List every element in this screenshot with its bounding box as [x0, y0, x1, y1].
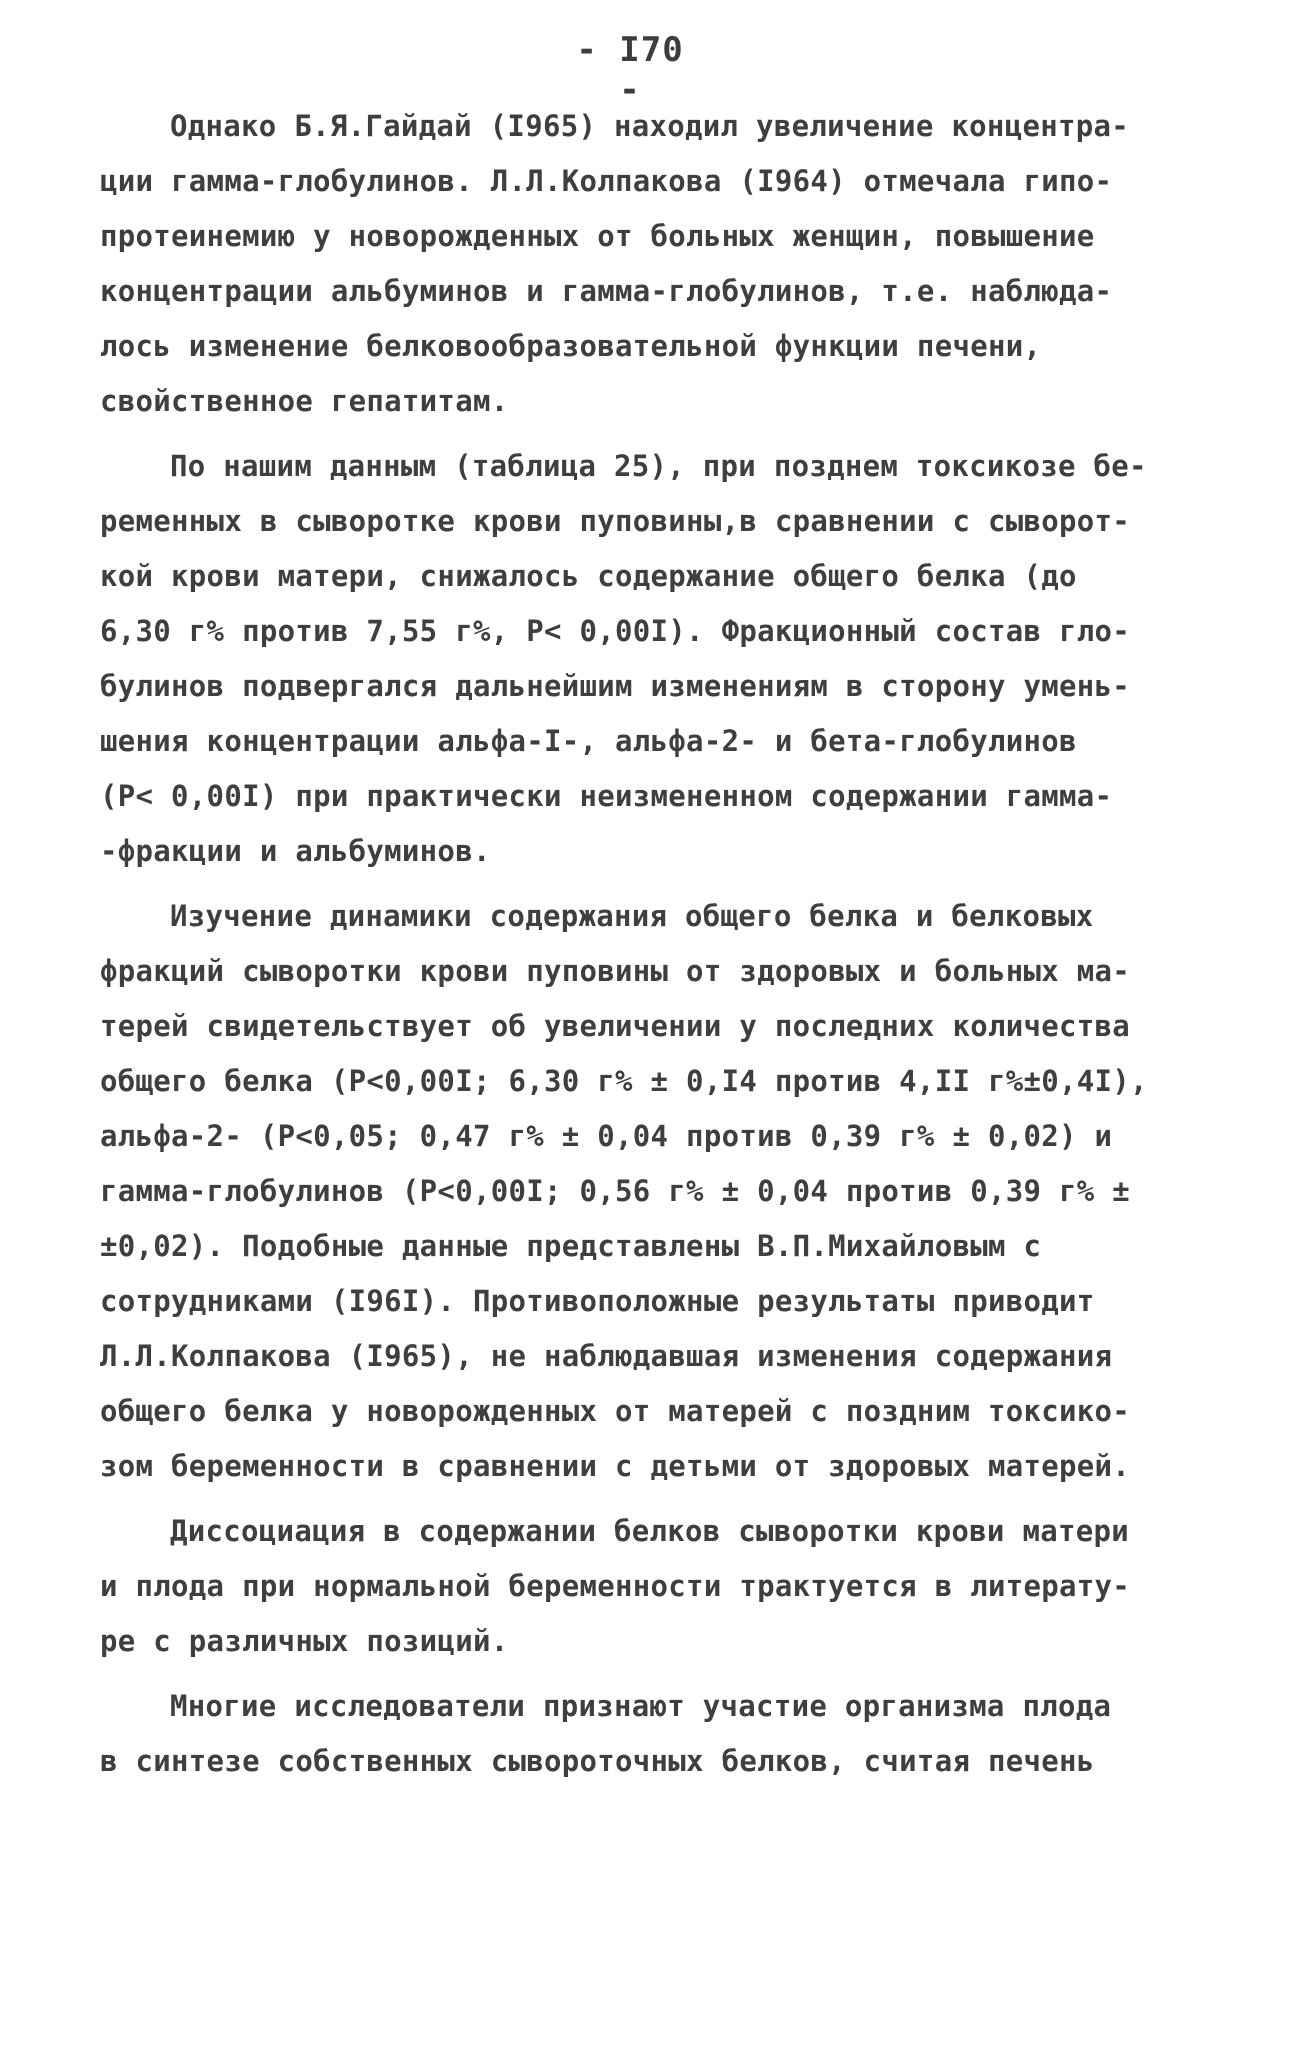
text-line: гамма-глобулинов (Р<0,00I; 0,56 г% ± 0,04 против 0,39 г% ± [100, 1174, 1131, 1208]
text-line: ±0,02). Подобные данные представлены В.П.Михайловым с [100, 1229, 1042, 1263]
text-line: протеинемию у новорожденных от больных женщин, повышение [100, 219, 1095, 253]
text-line: булинов подвергался дальнейшим изменениям в сторону умень- [100, 669, 1131, 703]
text-line: общего белка у новорожденных от матерей с поздним токсико- [100, 1394, 1131, 1428]
text-line: фракций сыворотки крови пуповины от здоровых и больных ма- [100, 954, 1131, 988]
text-line: свойственное гепатитам. [100, 384, 509, 418]
text-line: По нашим данным (таблица 25), при позднем токсикозе бе- [170, 449, 1147, 483]
text-line: ции гамма-глобулинов. Л.Л.Колпакова (I964) отмечала гипо- [100, 164, 1113, 198]
text-line: Многие исследователи признают участие организма плода [170, 1689, 1112, 1723]
text-line: Изучение динамики содержания общего белка и белковых [170, 899, 1094, 933]
text-line: кой крови матери, снижалось содержание общего белка (до [100, 559, 1077, 593]
text-line: Л.Л.Колпакова (I965), не наблюдавшая изменения содержания [100, 1339, 1113, 1373]
text-line: ре с различных позиций. [100, 1624, 509, 1658]
text-line: Однако Б.Я.Гайдай (I965) находил увеличение концентра- [170, 109, 1130, 143]
text-line: шения концентрации альфа-I-, альфа-2- и бета-глобулинов [100, 724, 1077, 758]
text-line: лось изменение белковообразовательной функции печени, [100, 329, 1042, 363]
text-line: концентрации альбуминов и гамма-глобулинов, т.е. наблюда- [100, 274, 1113, 308]
text-line: 6,30 г% против 7,55 г%, Р< 0,00I). Фракционный состав гло- [100, 614, 1131, 648]
text-line: общего белка (Р<0,00I; 6,30 г% ± 0,I4 против 4,II г%±0,4I), [100, 1064, 1148, 1098]
text-line: -фракции и альбуминов. [100, 834, 491, 868]
text-line: Диссоциация в содержании белков сыворотки крови матери [170, 1514, 1130, 1548]
text-line: альфа-2- (Р<0,05; 0,47 г% ± 0,04 против 0,39 г% ± 0,02) и [100, 1119, 1113, 1153]
text-line: в синтезе собственных сывороточных белков, считая печень [100, 1744, 1095, 1778]
text-line: и плода при нормальной беременности трактуется в литерату- [100, 1569, 1131, 1603]
text-line: ременных в сыворотке крови пуповины,в сравнении с сыворот- [100, 504, 1131, 538]
text-line: сотрудниками (I96I). Противоположные результаты приводит [100, 1284, 1095, 1318]
page-number: - I70 - [576, 30, 684, 110]
text-line: зом беременности в сравнении с детьми от здоровых матерей. [100, 1449, 1131, 1483]
text-line: терей свидетельствует об увеличении у последних количества [100, 1009, 1131, 1043]
text-line: (Р< 0,00I) при практически неизмененном содержании гамма- [100, 779, 1113, 813]
